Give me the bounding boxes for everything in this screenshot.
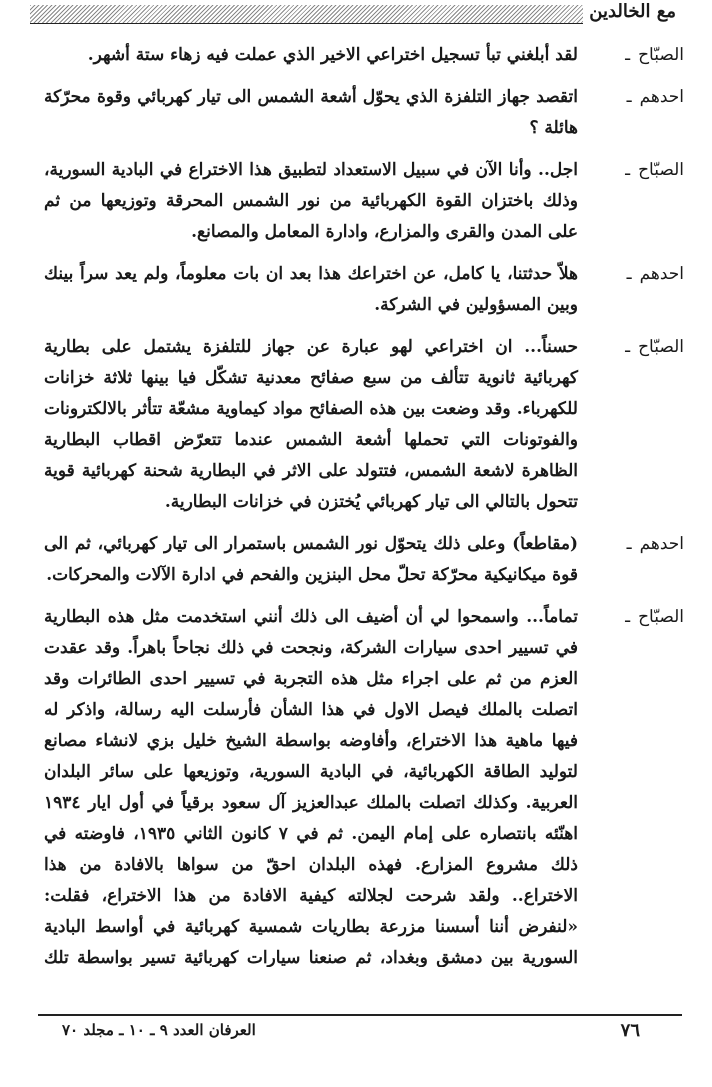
dialogue-line — [44, 82, 684, 144]
dialogue-line — [44, 332, 684, 518]
dialogue-line — [44, 40, 684, 71]
dialogue-line — [44, 529, 684, 591]
speech-text: هلاّ حدثتنا، يا كامل، عن اختراعك هذا بعد ان بات معلوماً، ولم يعد سراً بينك وبين المسؤولين في الشركة. — [44, 264, 578, 315]
journal-citation: العرفان العدد ٩ ـ ١٠ ـ مجلد ٧٠ — [62, 1021, 256, 1039]
speaker-name: الصبّاحـ — [625, 607, 684, 627]
speech-text: لقد أبلغني تبأ تسجيل اختراعي الاخير الذي عملت فيه زهاء ستة أشهر. — [87, 45, 578, 65]
speaker-name: الصبّاحـ — [625, 337, 684, 357]
speech-text: تماماً... واسمحوا لي أن أضيف الى ذلك أنني استخدمت مثل هذه البطارية في تسيير احدى سيارات الشركة، ونجحت في ذلك نجاحاً باهراً. وقد عقدت العزم من ثم على اجراء مثل هذه التجربة في تسيير احدى الطائرات وقد اتصلت بالملك فيصل الاول في هذا الشأن فأرسلت اليه رسالة، واذكر له فيها ماهية هذا الاختراع، وأفاوضه بواسطة الشيخ خليل بزي لانشاء مصانع لتوليد الطاقة الكهربائية، في البادية السورية، وتوزيعها على سائر البلدان العربية. وكذلك اتصلت بالملك عبدالعزيز آل سعود برقياً في أول ايار ١٩٣٤ اهنّئه بانتصاره على إمام اليمن. ثم في ٧ كانون الثاني ١٩٣٥، فاوضته في ذلك مشروع المزارع. فهذه البلدان احقّ من سواها بالافادة من هذا الاختراع.. ولقد شرحت لجلالته كيفية الافادة من هذا الاختراع، فقلت: «لنفرض أننا أسسنا مزرعة بطاريات شمسية كهربائية في أواسط البادية السورية بين دمشق وبغداد، ثم صنعنا سيارات كهربائية تسير بواسطة تلك — [44, 607, 578, 967]
speaker-name: الصبّاحـ — [625, 45, 684, 65]
dialogue-line — [44, 155, 684, 248]
footer-divider — [38, 1014, 682, 1016]
page-number: ٧٦ — [620, 1020, 640, 1041]
running-header-title: مع الخالدين — [583, 0, 682, 24]
speech-text: اجل.. وأنا الآن في سبيل الاستعداد لتطبيق هذا الاختراع في البادية السورية، وذلك باختزان القوة الكهربائية من نور الشمس المحرقة وتوزيعها من ثم على المدن والقرى والمزارع، وادارة المعامل والمصانع. — [44, 160, 578, 242]
dialogue-line — [44, 259, 684, 321]
speaker-name: الصبّاحـ — [625, 160, 684, 180]
speech-text: حسناً... ان اختراعي لهو عبارة عن جهاز للتلفزة يشتمل على بطارية كهربائية ثانوية تتألف من سبع صفائح معدنية تشكّل فيا بينها ثلاثة خزانات للكهرباء. وقد وضعت بين هذه الصفائح مواد كيماوية مشعّة تتأثر بالالكترونات والفوتونات التي تحملها أشعة الشمس عندما تتعرّض اقطاب البطارية الظاهرة لاشعة الشمس، فتتولد على الاثر في البطارية شحنة كهربائية قوية تتحول بالتالي الى تيار كهربائي يُختزن في خزانات البطارية. — [44, 337, 578, 512]
speaker-name: احدهمـ — [626, 87, 684, 107]
speech-text: (مقاطعاً) وعلى ذلك يتحوّل نور الشمس باستمرار الى تيار كهربائي، ثم الى قوة ميكانيكية محرّكة تحلّ محل البنزين والفحم في ادارة الآلات والمحركات. — [44, 534, 578, 585]
dialogue-body — [44, 40, 684, 967]
dialogue-line — [44, 602, 684, 967]
speaker-name: احدهمـ — [626, 264, 684, 284]
speaker-name: احدهمـ — [626, 534, 684, 554]
speech-text: اتقصد جهاز التلفزة الذي يحوّل أشعة الشمس الى تيار كهربائي وقوة محرّكة هائلة ؟ — [44, 87, 578, 138]
